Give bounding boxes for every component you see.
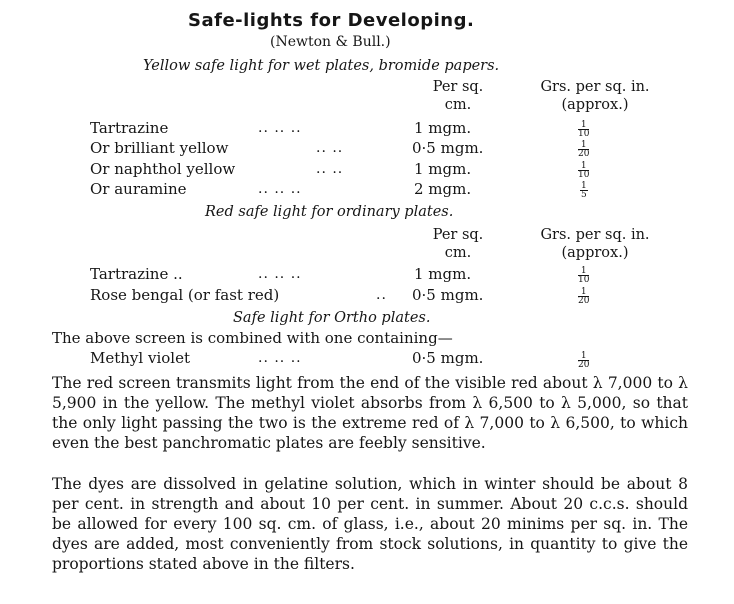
col-header-line: cm. — [444, 97, 472, 113]
leader-dots: .. .. — [316, 140, 344, 156]
red-heading: Red safe light for ordinary plates. — [205, 204, 454, 220]
yellow-row-2-amount: 0·5 mgm. — [412, 139, 484, 157]
subtitle: (Newton & Bull.) — [270, 34, 391, 50]
yellow-row-3-fraction — [578, 162, 589, 179]
col-header-line: cm. — [444, 245, 472, 261]
yellow-row-2-fraction — [578, 141, 589, 158]
yellow-row-3-name: Or naphthol yellow — [90, 160, 236, 178]
red-col-header-1 — [418, 226, 498, 262]
yellow-row-2-name: Or brilliant yellow — [90, 139, 229, 157]
red-row-1-amount: 1 mgm. — [414, 265, 472, 283]
yellow-row-1-fraction — [578, 121, 589, 138]
col-header-line: Per sq. — [432, 227, 484, 243]
yellow-row-3-amount: 1 mgm. — [414, 160, 472, 178]
red-row-1-fraction — [578, 267, 589, 284]
yellow-col-header-1 — [418, 78, 498, 114]
red-col-header-2 — [520, 226, 670, 262]
denominator: 20 — [578, 149, 590, 159]
yellow-row-4-name: Or auramine — [90, 180, 187, 198]
ortho-row-1-amount: 0·5 mgm. — [412, 349, 484, 367]
col-header-line: (approx.) — [561, 97, 629, 113]
numerator: 1 — [578, 288, 589, 297]
leader-dots: .. .. .. — [258, 120, 302, 136]
ortho-note: The above screen is combined with one containing— — [52, 329, 453, 347]
leader-dots: .. — [376, 287, 387, 303]
numerator: 1 — [578, 121, 589, 130]
page-title: Safe-lights for Developing. — [188, 10, 475, 31]
paragraph-red-screen: The red screen transmits light from the end of the visible red about λ 7,000 to λ 5,900 in the yellow. The methyl violet absorbs from λ 6,500 to λ 5,000, so that the only light passing the two is the extreme red of λ 7,000 to λ 6,500, to which even the best panchromatic plates are feebly sensitive. — [52, 374, 688, 452]
ortho-row-1-fraction — [578, 352, 589, 369]
denominator: 10 — [578, 129, 590, 139]
col-header-line: Per sq. — [432, 79, 484, 95]
yellow-col-header-2 — [520, 78, 670, 114]
denominator: 10 — [578, 170, 590, 180]
denominator: 10 — [578, 275, 590, 285]
numerator: 1 — [578, 352, 589, 361]
numerator: 1 — [578, 267, 589, 276]
yellow-heading: Yellow safe light for wet plates, bromide papers. — [143, 58, 500, 74]
ortho-heading: Safe light for Ortho plates. — [233, 310, 431, 326]
leader-dots: .. .. — [316, 161, 344, 177]
yellow-row-1-name: Tartrazine — [90, 119, 169, 137]
red-row-1-name: Tartrazine .. — [90, 265, 183, 283]
leader-dots: .. .. .. — [258, 350, 302, 366]
yellow-row-4-amount: 2 mgm. — [414, 180, 472, 198]
col-header-line: Grs. per sq. in. — [540, 227, 650, 243]
red-row-2-fraction — [578, 288, 589, 305]
leader-dots: .. .. .. — [258, 181, 302, 197]
denominator: 20 — [578, 360, 590, 370]
ortho-row-1-name: Methyl violet — [90, 349, 190, 367]
yellow-row-4-fraction — [580, 182, 588, 199]
denominator: 5 — [581, 190, 587, 200]
numerator: 1 — [578, 141, 589, 150]
leader-dots: .. .. .. — [258, 266, 302, 282]
denominator: 20 — [578, 296, 590, 306]
numerator: 1 — [581, 181, 587, 191]
numerator: 1 — [578, 162, 589, 171]
red-row-2-name: Rose bengal (or fast red) — [90, 286, 280, 304]
yellow-row-1-amount: 1 mgm. — [414, 119, 472, 137]
paragraph-dyes: The dyes are dissolved in gelatine solution, which in winter should be about 8 per cent. in strength and about 10 per cent. in summer. About 20 c.c.s. should be allowed for every 100 sq. cm. of glass, i.e., about 20 minims per sq. in. The dyes are added, most conveniently from stock solutions, in quantity to give the proportions stated above in the filters. — [52, 475, 688, 573]
red-row-2-amount: 0·5 mgm. — [412, 286, 484, 304]
col-header-line: (approx.) — [561, 245, 629, 261]
col-header-line: Grs. per sq. in. — [540, 79, 650, 95]
